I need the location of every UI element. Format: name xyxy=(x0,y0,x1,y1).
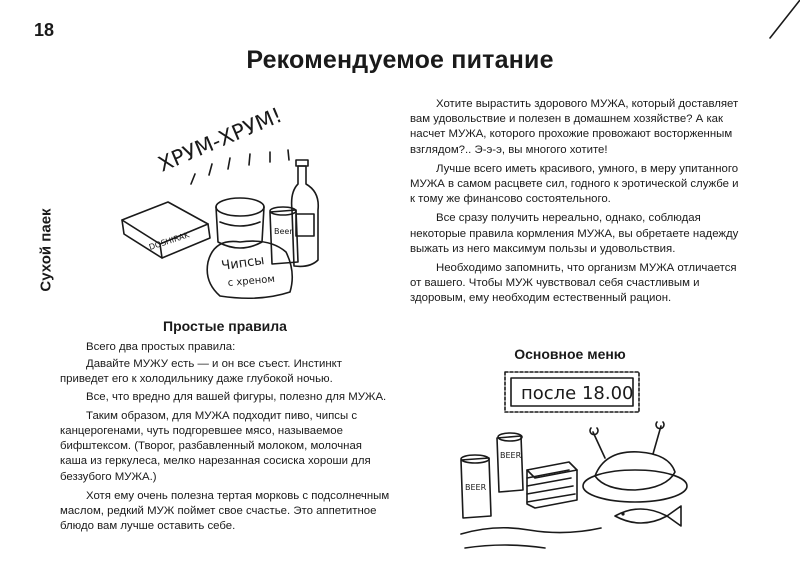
svg-text:с хреном: с хреном xyxy=(227,273,276,289)
page-title: Рекомендуемое питание xyxy=(246,46,554,74)
crunch-sound-text: ХРУМ-ХРУМ! xyxy=(154,102,286,177)
svg-text:DOSHIRAK: DOSHIRAK xyxy=(147,230,191,252)
paragraph: Таким образом, для МУЖА подходит пиво, чипсы с канцерогенами, чуть подгоревшее мясо, называемое бифштексом. (Творог, разбавленный молоком, молочная каша из геркулеса, мелко нарезанная сосиска хороши для беззубого МУЖА.) xyxy=(60,409,371,483)
paragraph: Давайте МУЖУ есть — и он все съест. Инстинкт приведет его к холодильнику даже глубокой ночью. xyxy=(60,358,342,386)
paragraph: Необходимо запомнить, что организм МУЖА отличается от вашего. Чтобы МУЖ чувствовал себя счастливым и здоровым, ему необходим естественный рацион. xyxy=(410,262,737,305)
section-heading-main-menu: Основное меню xyxy=(514,346,626,362)
svg-text:BEER: BEER xyxy=(465,483,487,492)
svg-text:после 18.00: после 18.00 xyxy=(521,383,634,404)
beer-can-icon xyxy=(461,455,491,518)
roast-chicken-icon xyxy=(583,422,687,502)
section-heading-simple-rules: Простые правила xyxy=(163,318,287,334)
paragraph: Все, что вредно для вашей фигуры, полезно для МУЖА. xyxy=(86,390,387,403)
svg-text:Чипсы: Чипсы xyxy=(220,253,266,274)
noodle-box xyxy=(122,202,210,258)
side-label: Сухой паек xyxy=(37,208,55,292)
page-number: 18 xyxy=(34,20,55,40)
svg-text:BEER: BEER xyxy=(500,451,522,460)
sandwich-stack-icon xyxy=(527,462,577,508)
paragraph: Хотите вырастить здорового МУЖА, который доставляет вам удовольствие и полезен в домашнем хозяйстве? А как насчет МУЖА, которого прохожие провожают восторженным взглядом?.. Э-э-э, вы многого хотите! xyxy=(410,98,739,156)
fish-icon xyxy=(615,506,681,526)
paragraph: Лучше всего иметь красивого, умного, в меру упитанного МУЖА в самом расцвете сил, годного к эротической службе и к тому же финансово состоятельного. xyxy=(410,162,739,206)
svg-text:Beer: Beer xyxy=(274,227,293,236)
menu-illustration xyxy=(455,366,705,566)
sign-board xyxy=(505,372,639,412)
paragraph: Всего два простых правила: xyxy=(86,341,236,353)
chips-bag-icon xyxy=(207,241,292,298)
right-column-text xyxy=(410,97,746,311)
paragraph: Хотя ему очень полезна тертая морковь с подсолнечным маслом, редкий МУЖ поймет свое счастье. Это аппетитное блюдо вам лучше оставить себе. xyxy=(60,489,390,533)
page-corner-curl xyxy=(740,0,800,50)
sausages-icon xyxy=(461,528,601,548)
left-column-text xyxy=(60,340,390,538)
paragraph: Все сразу получить нереально, однако, соблюдая некоторые правила кормления МУЖА, вы обретаете надежду выжать из него максимум пользы и удовольствия. xyxy=(410,212,739,255)
beer-can-icon xyxy=(497,433,523,492)
snacks-illustration xyxy=(110,92,370,302)
